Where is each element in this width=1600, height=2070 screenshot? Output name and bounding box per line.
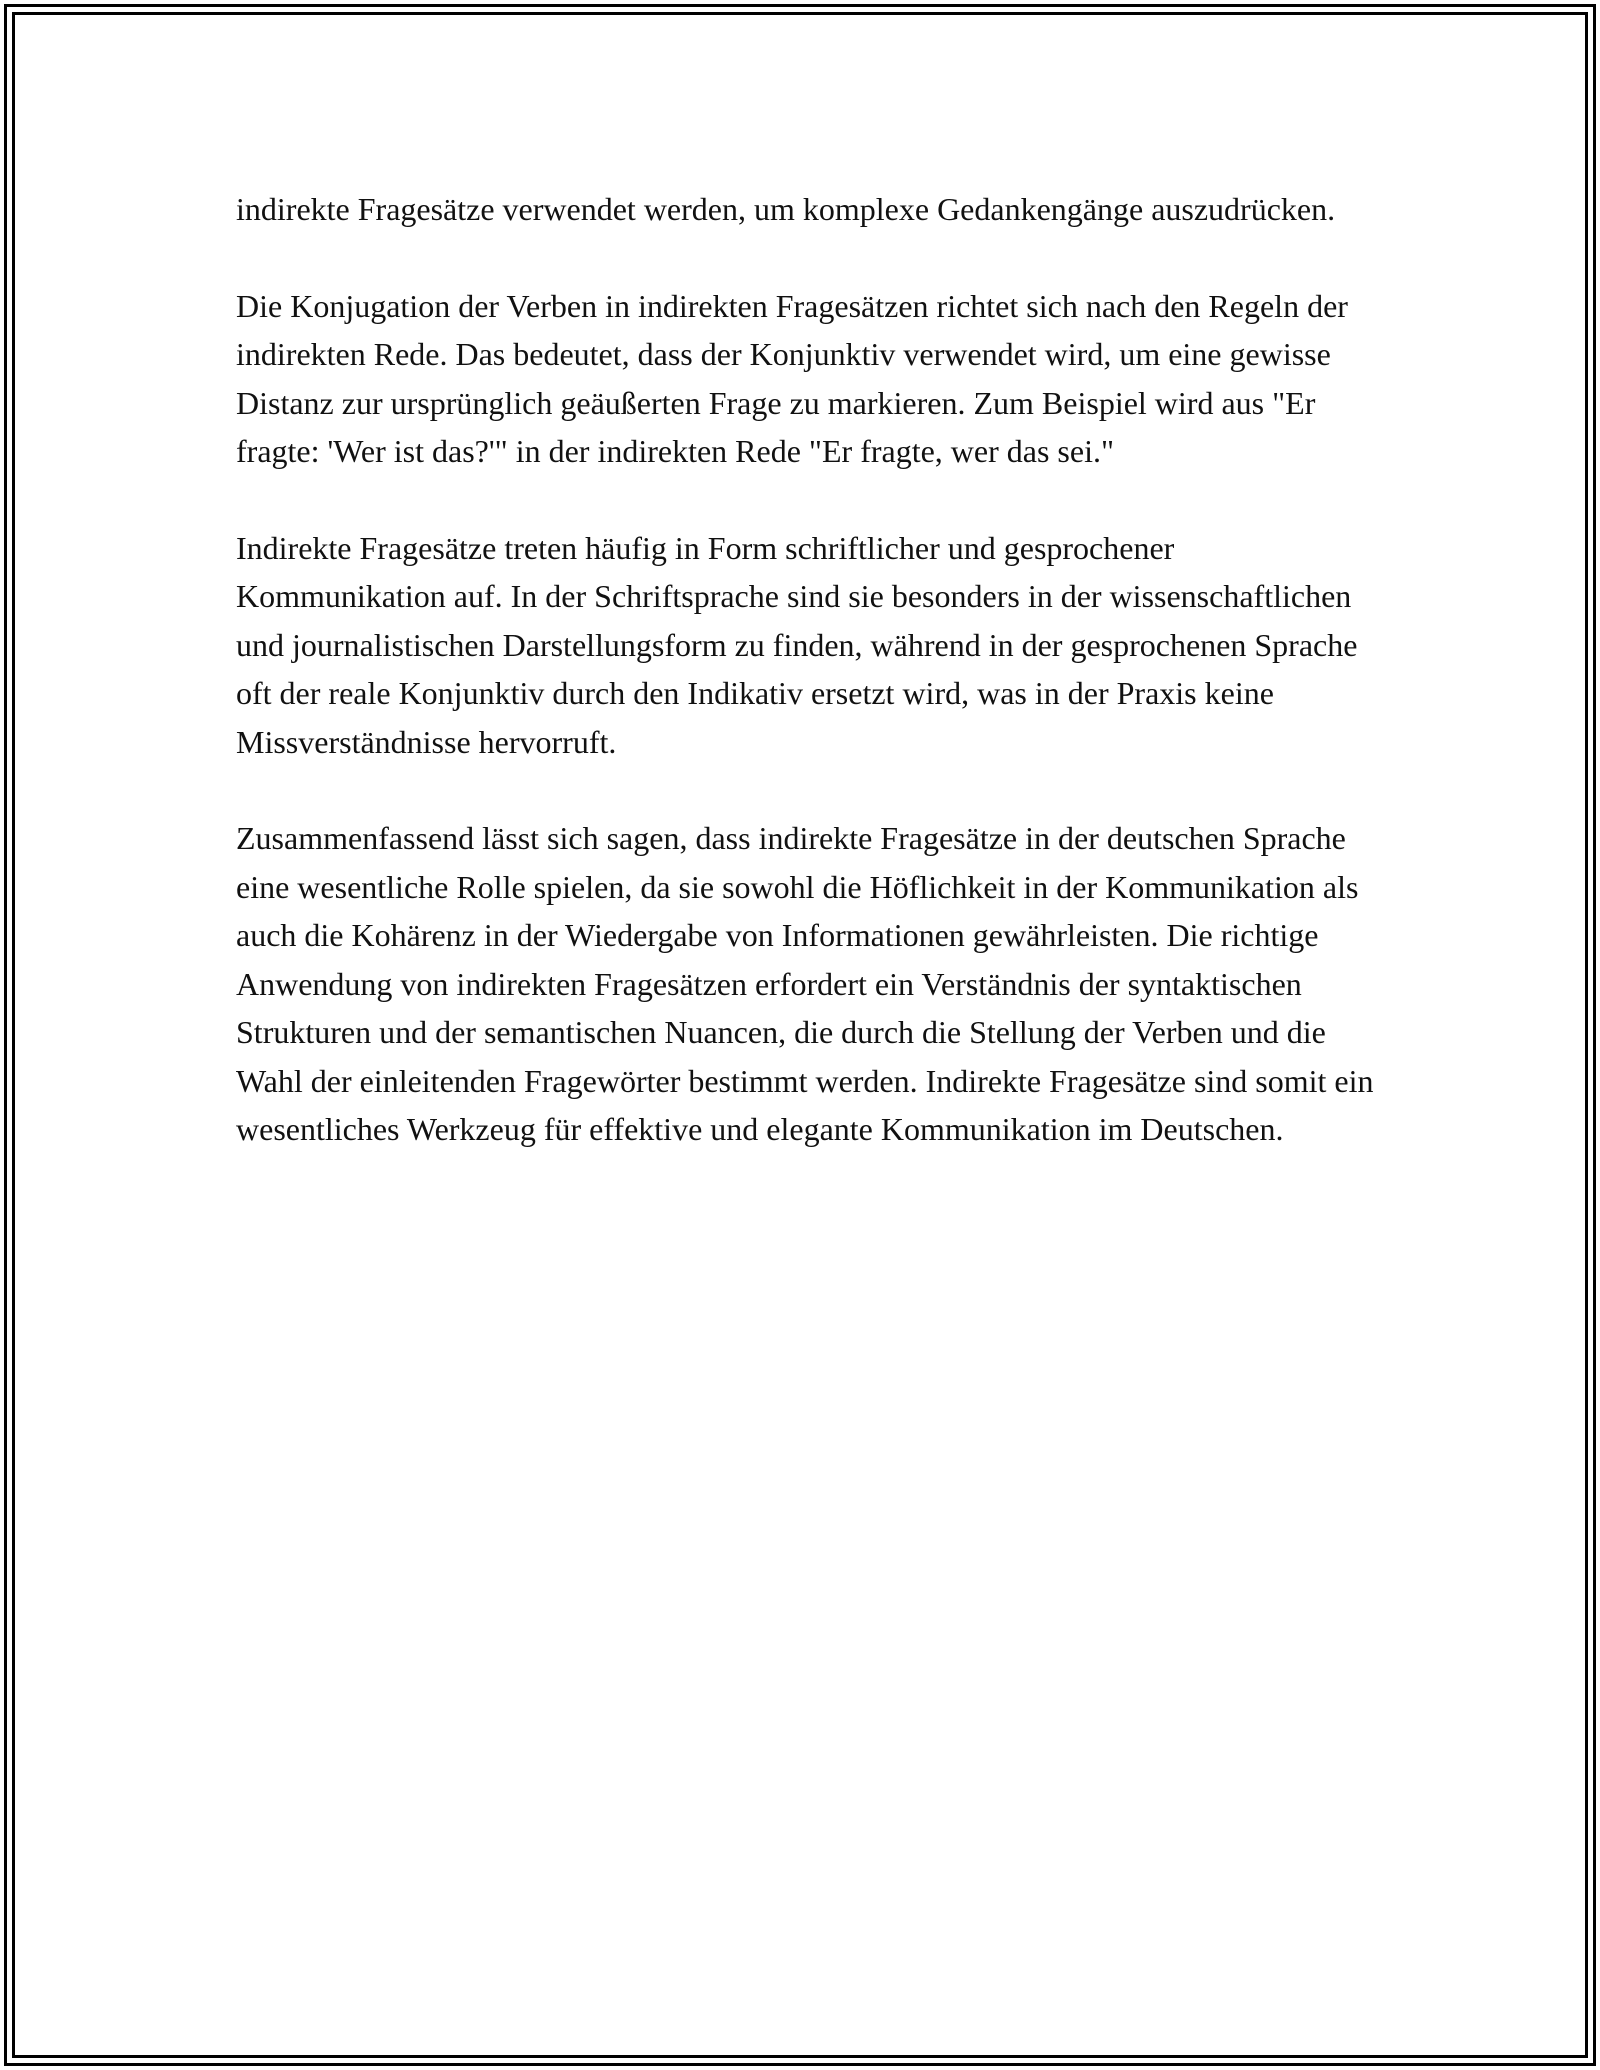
paragraph-continuation: indirekte Fragesätze verwendet werden, um komplexe Gedankengänge auszudrücken. xyxy=(236,191,1336,227)
paragraph-summary: Zusammenfassend lässt sich sagen, dass indirekte Fragesätze in der deutschen Sprache eine wesentliche Rolle spielen, da sie sowohl die Höflichkeit in der Kommunikation als auch die Kohärenz in der Wiedergabe von Informationen gewährleisten. Die richtige Anwendung von indirekten Fragesätzen erfordert ein Verständnis der syntaktischen Strukturen und der semantischen Nuancen, die durch die Stellung der Verben und die Wahl der einleitenden Fragewörter bestimmt werden. Indirekte Fragesätze sind somit ein wesentliches Werkzeug für effektive und elegante Kommunikation im Deutschen. xyxy=(236,820,1374,1147)
document-body xyxy=(236,185,1376,1202)
paragraph-communication-forms: Indirekte Fragesätze treten häufig in Form schriftlicher und gesprochener Kommunikation auf. In der Schriftsprache sind sie besonders in der wissenschaftlichen und journalistischen Darstellungsform zu finden, während in der gesprochenen Sprache oft der reale Konjunktiv durch den Indikativ ersetzt wird, was in der Praxis keine Missverständnisse hervorruft. xyxy=(236,529,1358,760)
paragraph-verb-conjugation: Die Konjugation der Verben in indirekten Fragesätzen richtet sich nach den Regeln der indirekten Rede. Das bedeutet, dass der Konjunktiv verwendet wird, um eine gewisse Distanz zur ursprünglich geäußerten Frage zu markieren. Zum Beispiel wird aus "Er fragte: 'Wer ist das?'" in der indirekten Rede "Er fragte, wer das sei." xyxy=(236,287,1348,469)
